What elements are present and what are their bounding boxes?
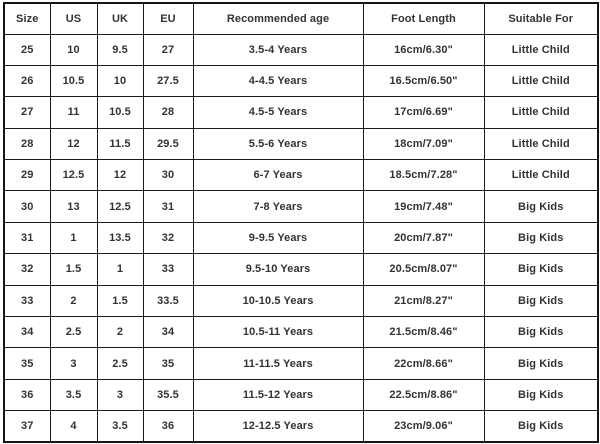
table-row	[4, 160, 598, 191]
table-cell: 3.5	[50, 379, 97, 410]
table-body	[4, 34, 598, 442]
table-cell: 10.5-11 Years	[193, 317, 363, 348]
table-cell: 3	[97, 379, 143, 410]
table-cell: 4-4.5 Years	[193, 65, 363, 96]
table-cell: 1.5	[97, 285, 143, 316]
table-cell: 7-8 Years	[193, 191, 363, 222]
table-cell: Big Kids	[484, 348, 598, 379]
table-cell: 31	[143, 191, 193, 222]
table-cell: 2	[97, 317, 143, 348]
table-cell: 9.5	[97, 34, 143, 65]
table-cell: 2.5	[97, 348, 143, 379]
table-cell: 18cm/7.09"	[363, 128, 484, 159]
table-cell: 30	[143, 160, 193, 191]
table-cell: 10	[50, 34, 97, 65]
table-cell: 29	[4, 160, 50, 191]
table-cell: 23cm/9.06"	[363, 411, 484, 442]
table-cell: 28	[143, 97, 193, 128]
table-cell: Little Child	[484, 97, 598, 128]
table-row	[4, 285, 598, 316]
table-cell: 21.5cm/8.46"	[363, 317, 484, 348]
table-cell: Big Kids	[484, 317, 598, 348]
table-cell: 17cm/6.69"	[363, 97, 484, 128]
table-row	[4, 34, 598, 65]
table-row	[4, 222, 598, 253]
table-row	[4, 65, 598, 96]
table-cell: Big Kids	[484, 254, 598, 285]
table-cell: 36	[143, 411, 193, 442]
table-cell: Little Child	[484, 128, 598, 159]
table-cell: 22cm/8.66"	[363, 348, 484, 379]
table-cell: 4	[50, 411, 97, 442]
table-cell: 35	[143, 348, 193, 379]
table-row	[4, 411, 598, 442]
table-cell: 12-12.5 Years	[193, 411, 363, 442]
column-header: US	[50, 3, 97, 34]
table-cell: 35	[4, 348, 50, 379]
table-cell: 12.5	[97, 191, 143, 222]
table-cell: 10.5	[50, 65, 97, 96]
table-cell: 13.5	[97, 222, 143, 253]
table-cell: 10.5	[97, 97, 143, 128]
table-row	[4, 128, 598, 159]
table-cell: 3.5	[97, 411, 143, 442]
table-cell: 29.5	[143, 128, 193, 159]
table-cell: 21cm/8.27"	[363, 285, 484, 316]
table-cell: 25	[4, 34, 50, 65]
header-row	[4, 3, 598, 34]
column-header: UK	[97, 3, 143, 34]
table-cell: 1.5	[50, 254, 97, 285]
table-cell: Big Kids	[484, 411, 598, 442]
table-row	[4, 317, 598, 348]
table-cell: 30	[4, 191, 50, 222]
table-cell: 33.5	[143, 285, 193, 316]
table-row	[4, 254, 598, 285]
size-chart-table	[3, 2, 599, 443]
table-cell: 19cm/7.48"	[363, 191, 484, 222]
table-row	[4, 379, 598, 410]
table-cell: 27.5	[143, 65, 193, 96]
table-row	[4, 348, 598, 379]
table-cell: 1	[97, 254, 143, 285]
table-cell: 22.5cm/8.86"	[363, 379, 484, 410]
table-cell: 3.5-4 Years	[193, 34, 363, 65]
table-cell: Big Kids	[484, 285, 598, 316]
table-cell: Little Child	[484, 65, 598, 96]
table-cell: 35.5	[143, 379, 193, 410]
column-header: Foot Length	[363, 3, 484, 34]
table-cell: 33	[143, 254, 193, 285]
table-cell: 9-9.5 Years	[193, 222, 363, 253]
table-cell: 9.5-10 Years	[193, 254, 363, 285]
table-cell: 11.5	[97, 128, 143, 159]
table-cell: 18.5cm/7.28"	[363, 160, 484, 191]
table-row	[4, 191, 598, 222]
table-cell: 2	[50, 285, 97, 316]
table-cell: Big Kids	[484, 379, 598, 410]
table-cell: 5.5-6 Years	[193, 128, 363, 159]
table-cell: 13	[50, 191, 97, 222]
table-row	[4, 97, 598, 128]
table-cell: 10-10.5 Years	[193, 285, 363, 316]
table-cell: 12.5	[50, 160, 97, 191]
table-cell: 37	[4, 411, 50, 442]
table-cell: 31	[4, 222, 50, 253]
table-cell: 2.5	[50, 317, 97, 348]
table-cell: 12	[97, 160, 143, 191]
table-cell: Big Kids	[484, 222, 598, 253]
table-cell: 26	[4, 65, 50, 96]
table-cell: 4.5-5 Years	[193, 97, 363, 128]
table-cell: 28	[4, 128, 50, 159]
column-header: EU	[143, 3, 193, 34]
table-cell: 20cm/7.87"	[363, 222, 484, 253]
table-cell: 27	[4, 97, 50, 128]
table-cell: Little Child	[484, 34, 598, 65]
table-cell: 10	[97, 65, 143, 96]
column-header: Size	[4, 3, 50, 34]
table-cell: 20.5cm/8.07"	[363, 254, 484, 285]
table-cell: 32	[4, 254, 50, 285]
table-cell: 16cm/6.30"	[363, 34, 484, 65]
table-cell: 11.5-12 Years	[193, 379, 363, 410]
column-header: Suitable For	[484, 3, 598, 34]
table-cell: 11	[50, 97, 97, 128]
table-cell: Little Child	[484, 160, 598, 191]
table-cell: 33	[4, 285, 50, 316]
table-cell: 36	[4, 379, 50, 410]
table-cell: 34	[143, 317, 193, 348]
table-cell: Big Kids	[484, 191, 598, 222]
table-cell: 6-7 Years	[193, 160, 363, 191]
column-header: Recommended age	[193, 3, 363, 34]
table-cell: 34	[4, 317, 50, 348]
table-cell: 1	[50, 222, 97, 253]
table-cell: 32	[143, 222, 193, 253]
table-cell: 3	[50, 348, 97, 379]
table-cell: 11-11.5 Years	[193, 348, 363, 379]
table-cell: 16.5cm/6.50"	[363, 65, 484, 96]
table-cell: 27	[143, 34, 193, 65]
table-cell: 12	[50, 128, 97, 159]
